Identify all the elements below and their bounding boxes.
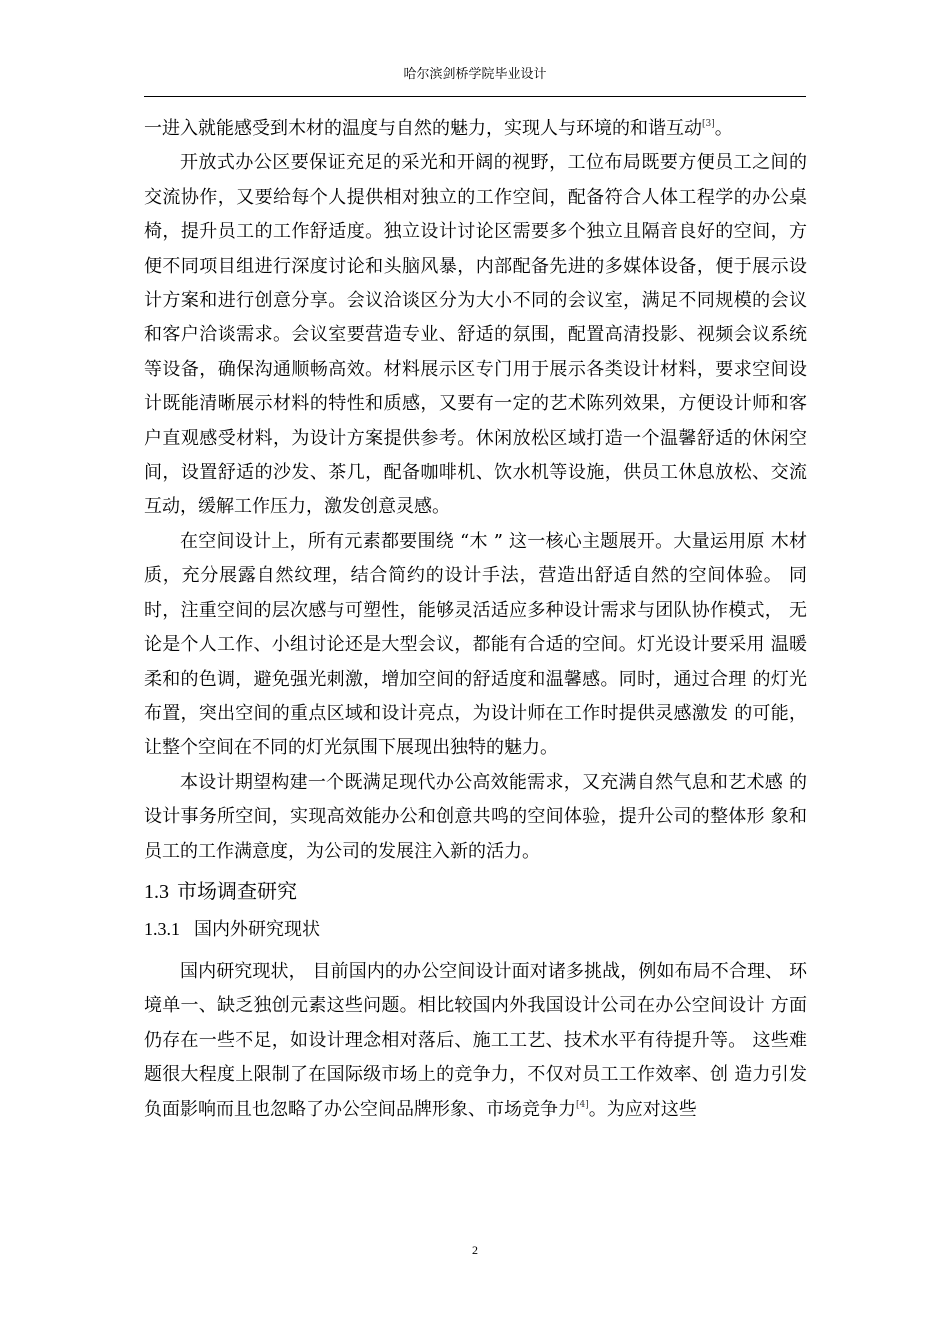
paragraph-design-goal: 本设计期望构建一个既满足现代办公高效能需求，又充满自然气息和艺术感 的设计事务所空间，实现高效能办公和创意共鸣的空间体验，提升公司的整体形 象和员工的工作满意度，为公司的发展注入新的活力。 — [144, 771, 807, 862]
section-title: 市场调查研究 — [177, 878, 297, 903]
paragraph-workspace-zones: 开放式办公区要保证充足的采光和开阔的视野，工位布局既要方便员工之间的交流协作，又要给每个人提供相对独立的工作空间，配备符合人体工程学的办公桌椅，提升员工的工作舒适度。独立设计讨论区需要多个独立且隔音良好的空间，方便不同项目组进行深度讨论和头脑风暴，内部配备先进的多媒体设备，便于展示设计方案和进行创意分享。会议洽谈区分为大小不同的会议室，满足不同规模的会议和客户洽谈需求。会议室要营造专业、舒适的氛围，配置高清投影、视频会议系统等设备，确保沟通顺畅高效。材料展示区专门用于展示各类设计材料，要求空间设计既能清晰展示材料的特性和质感，又要有一定的艺术陈列效果，方便设计师和客户直观感受材料，为设计方案提供参考。休闲放松区域打造一个温馨舒适的休闲空间，设置舒适的沙发、茶几，配备咖啡机、饮水机等设施，供员工休息放松、交流互动，缓解工作压力，激发创意灵感。 — [144, 152, 807, 518]
subsection-number: 1.3.1 — [144, 918, 180, 939]
citation-ref[interactable]: [4] — [576, 1099, 589, 1110]
citation-ref[interactable]: [3] — [702, 119, 715, 129]
header-divider — [144, 96, 806, 97]
page-number: 2 — [472, 1243, 478, 1257]
paragraph-tail: 。为应对这些 — [588, 1098, 697, 1120]
paragraph-continuation — [144, 112, 807, 146]
paragraph-text: 一进入就能感受到木材的温度与自然的魅力，实现人与环境的和谐互动 — [144, 118, 702, 139]
section-number: 1.3 — [144, 880, 169, 903]
subsection-title: 国内外研究现状 — [194, 918, 320, 940]
paragraph-tail: 。 — [714, 118, 733, 139]
subsection-heading-1-3-1 — [144, 916, 807, 943]
page-body — [144, 112, 807, 1127]
paragraph-domestic-research — [144, 955, 807, 1127]
paragraph-text: 国内研究现状， 目前国内的办公空间设计面对诸多挑战，例如布局不合理、 环境单一、缺乏独创元素这些问题。相比较国内外我国设计公司在办公空间设计 方面仍存在一些不足，如设计理念相对落后、施工工艺、技术水平有待提升等。 这些难题很大程度上限制了在国际级市场上的竞争力，不仅对员工工作效率、创 造力引发负面影响而且也忽略了办公空间品牌形象、市场竞争力 — [144, 960, 807, 1120]
running-header: 哈尔滨剑桥学院毕业设计 — [403, 67, 547, 82]
section-heading-1-3 — [144, 877, 807, 906]
paragraph-wood-theme: 在空间设计上，所有元素都要围绕 “木 ” 这一核心主题展开。大量运用原 木材质，充分展露自然纹理，结合简约的设计手法，营造出舒适自然的空间体验。 同时，注重空间的层次感与可塑性，能够灵活适应多种设计需求与团队协作模式， 无论是个人工作、小组讨论还是大型会议，都能有合适的空间。灯光设计要采用 温暖柔和的色调，避免强光刺激，增加空间的舒适度和温馨感。同时，通过合理 的灯光布置，突出空间的重点区域和设计亮点，为设计师在工作时提供灵感激发 的可能，让整个空间在不同的灯光氛围下展现出独特的魅力。 — [144, 530, 807, 759]
